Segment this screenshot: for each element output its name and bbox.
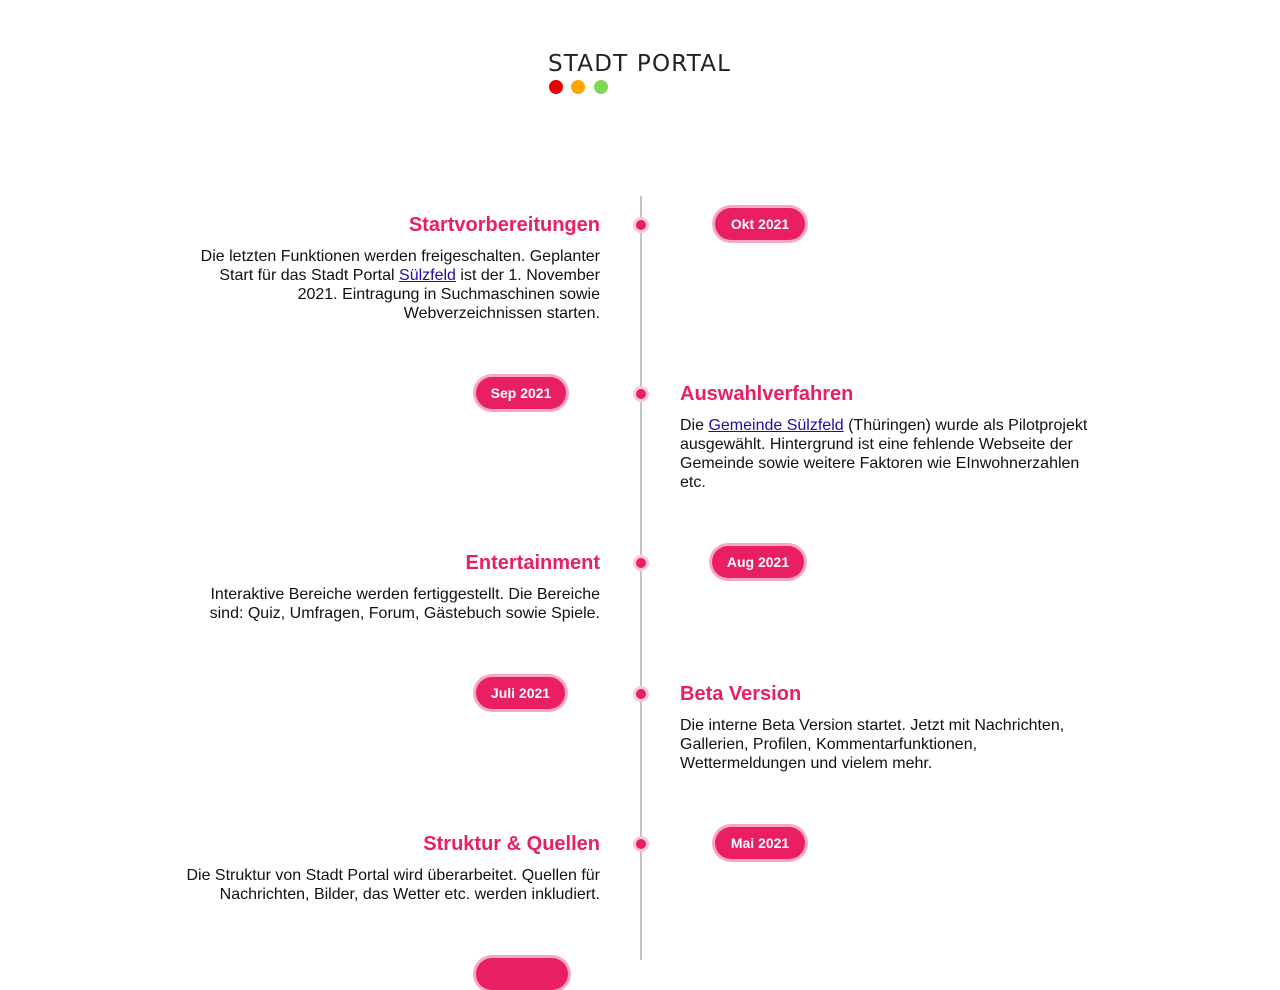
- timeline-dot: [636, 220, 646, 230]
- date-badge: Mai 2021: [715, 827, 805, 859]
- sulzfeld-link[interactable]: Sülzfeld: [399, 267, 456, 284]
- entry-title: Struktur & Quellen: [423, 833, 600, 855]
- timeline-dot: [636, 689, 646, 699]
- entry-title: Startvorbereitungen: [408, 214, 600, 236]
- timeline-dot: [636, 839, 646, 849]
- entry-title: Auswahlverfahren: [680, 383, 854, 405]
- site-logo[interactable]: [548, 51, 738, 93]
- date-badge: Okt 2021: [715, 208, 805, 240]
- entry-text: (Thüringen) wurde als Pilotprojekt ausgewählt. Hintergrund ist eine fehlende Webseite der Gemeinde sowie weitere Faktoren wie EInwohnerzahlen etc.: [680, 417, 1088, 491]
- entry-text: Die: [680, 417, 709, 434]
- logo-dot-red: [549, 80, 563, 94]
- entry-description: Die Struktur von Stadt Portal wird überarbeitet. Quellen für Nachrichten, Bilder, das Wetter etc. werden inkludiert.: [186, 867, 600, 903]
- date-badge: Aug 2021: [712, 546, 804, 578]
- timeline-dot: [636, 558, 646, 568]
- entry-title: Beta Version: [680, 683, 802, 705]
- entry-description: Interaktive Bereiche werden fertiggestellt. Die Bereiche sind: Quiz, Umfragen, Forum, Gästebuch sowie Spiele.: [209, 586, 600, 622]
- timeline-dot: [636, 389, 646, 399]
- entry-description: Die interne Beta Version startet. Jetzt mit Nachrichten, Gallerien, Profilen, Kommentarfunktionen, Wettermeldungen und vielem mehr.: [680, 717, 1065, 772]
- logo-dots: [548, 77, 738, 93]
- entry-description: [680, 416, 1100, 492]
- gemeinde-sulzfeld-link[interactable]: Gemeinde Sülzfeld: [708, 417, 844, 434]
- date-badge-partial: [476, 958, 568, 990]
- entry-description: [180, 247, 600, 323]
- entry-text: Die letzten Funktionen werden freigeschalten. Geplanter Start für das Stadt Portal: [200, 248, 600, 284]
- entry-text: ist der 1. November 2021. Eintragung in Suchmaschinen sowie Webverzeichnissen starten.: [297, 267, 600, 322]
- entry-title: Entertainment: [465, 552, 600, 574]
- logo-title: STADT PORTAL: [548, 51, 732, 77]
- logo-dot-green: [594, 80, 608, 94]
- date-badge: Sep 2021: [476, 377, 566, 409]
- logo-dot-orange: [571, 80, 585, 94]
- date-badge: Juli 2021: [476, 677, 565, 709]
